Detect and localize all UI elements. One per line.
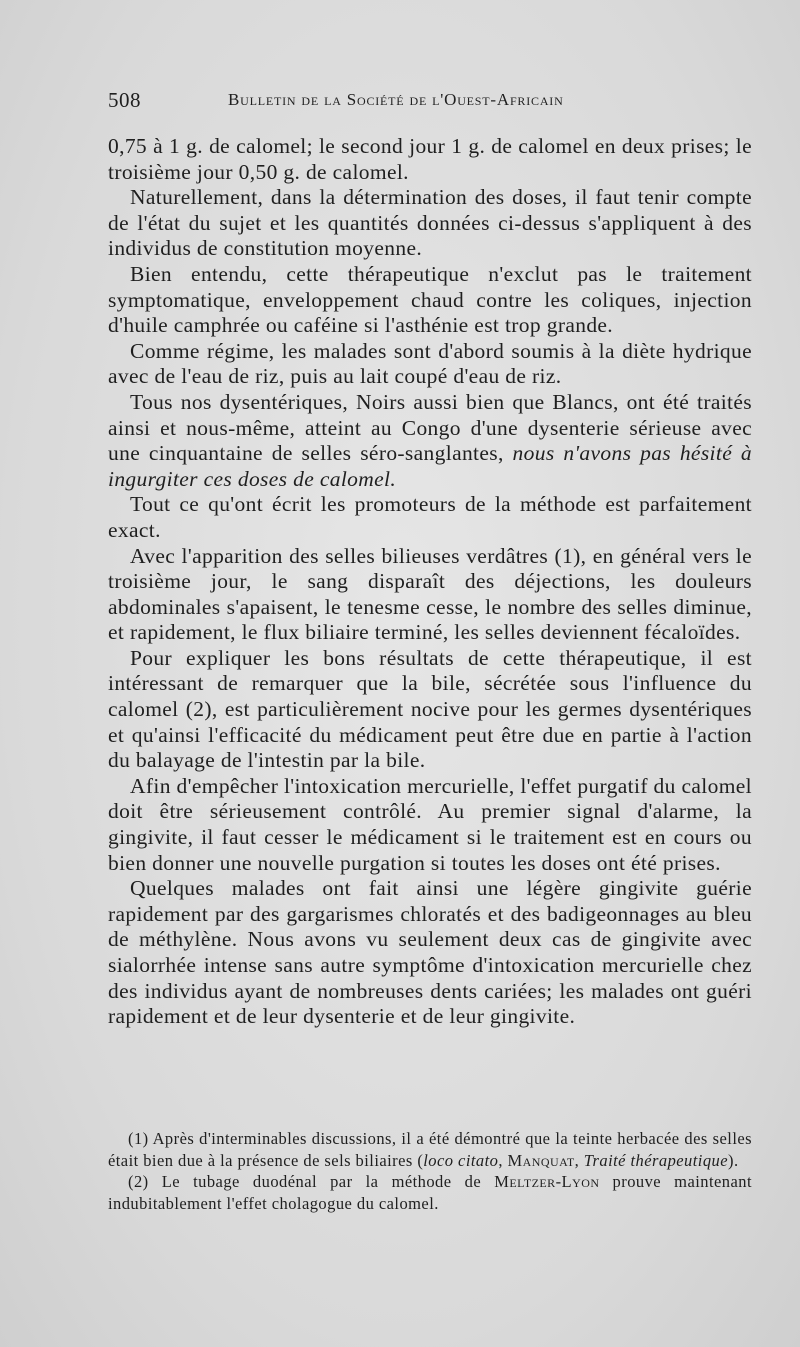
running-title: Bulletin de la Société de l'Ouest-Africain bbox=[228, 90, 564, 109]
footnote-author: Meltzer-Lyon bbox=[494, 1172, 600, 1191]
footnote-text: prouve maintenant indubitablement l'effet cholagogue du calomel. bbox=[108, 1172, 752, 1213]
paragraph: Naturellement, dans la détermination des doses, il faut tenir compte de l'état du sujet et les quantités données ci-dessus s'appliquent à des individus de constitution moyenne. bbox=[108, 185, 752, 261]
footnote-author: Manquat bbox=[507, 1150, 575, 1170]
paragraph: Tout ce qu'ont écrit les promoteurs de la méthode est parfaitement exact. bbox=[108, 492, 752, 542]
footnote-separator: , bbox=[574, 1150, 584, 1170]
paragraph: Quelques malades ont fait ainsi une légère gingivite guérie rapidement par des gargarismes chloratés et des badigeonnages au bleu de méthylène. Nous avons vu seulement deux cas de gingivite avec sialorrhée intense sans autre symptôme d'intoxication mercurielle chez des individus ayant de nombreuses dents cariées; les malades ont guéri rapidement et de leur dysenterie et de leur gingivite. bbox=[108, 876, 752, 1029]
page-header bbox=[108, 88, 758, 118]
paragraph: Afin d'empêcher l'intoxication mercurielle, l'effet purgatif du calomel doit être sérieusement contrôlé. Au premier signal d'alarme, la gingivite, il faut cesser le médicament si le traitement est en cours ou bien donner une nouvelle purgation si toutes les doses ont été prises. bbox=[108, 773, 752, 875]
footnote-1 bbox=[108, 1128, 752, 1171]
footnote-citation: loco citato bbox=[423, 1150, 499, 1170]
paragraph: Avec l'apparition des selles bilieuses verdâtres (1), en général vers le troisième jour, le sang disparaît des déjections, les douleurs abdominales s'apaisent, le tenesme cesse, le nombre des selles diminue, et rapidement, le flux biliaire terminé, les selles deviennent fécaloïdes. bbox=[108, 543, 752, 645]
footnote-text: (2) Le tubage duodénal par la méthode de bbox=[128, 1172, 495, 1191]
footnote-separator: , bbox=[498, 1150, 508, 1170]
footnote-2 bbox=[108, 1171, 752, 1214]
paragraph: Bien entendu, cette thérapeutique n'exclut pas le traitement symptomatique, enveloppement chaud contre les coliques, injection d'huile camphrée ou caféine si l'asthénie est trop grande. bbox=[108, 261, 752, 338]
page-number: 508 bbox=[108, 88, 141, 112]
paragraph: Pour expliquer les bons résultats de cette thérapeutique, il est intéressant de remarquer que la bile, sécrétée sous l'influence du calomel (2), est particulièrement nocive pour les germes dysentériques et qu'ainsi l'efficacité du médicament peut être due en partie à l'action du balayage de l'intestin par la bile. bbox=[108, 645, 752, 773]
footnote-text: (1) Après d'interminables discussions, il a été démontré que la teinte herbacée des selles était bien due à la présence de sels biliaires ( bbox=[108, 1129, 752, 1170]
italic-text: nous n'avons pas hésité à ingurgiter ces doses de calomel. bbox=[108, 441, 752, 491]
footnote-text: ). bbox=[728, 1150, 739, 1170]
paragraph bbox=[108, 390, 752, 492]
body-text bbox=[108, 134, 752, 1030]
footnote-work-title: Traité thérapeutique bbox=[583, 1150, 728, 1170]
footnotes bbox=[108, 1128, 752, 1214]
paragraph: 0,75 à 1 g. de calomel; le second jour 1 g. de calomel en deux prises; le troisième jour 0,50 g. de calomel. bbox=[108, 134, 752, 184]
paragraph: Comme régime, les malades sont d'abord soumis à la diète hydrique avec de l'eau de riz, puis au lait coupé d'eau de riz. bbox=[108, 338, 752, 389]
paragraph-text: Tous nos dysentériques, Noirs aussi bien que Blancs, ont été traités ainsi et nous-même, atteint au Congo d'une dysenterie sérieuse avec une cinquantaine de selles séro-sanglantes, bbox=[108, 389, 752, 466]
